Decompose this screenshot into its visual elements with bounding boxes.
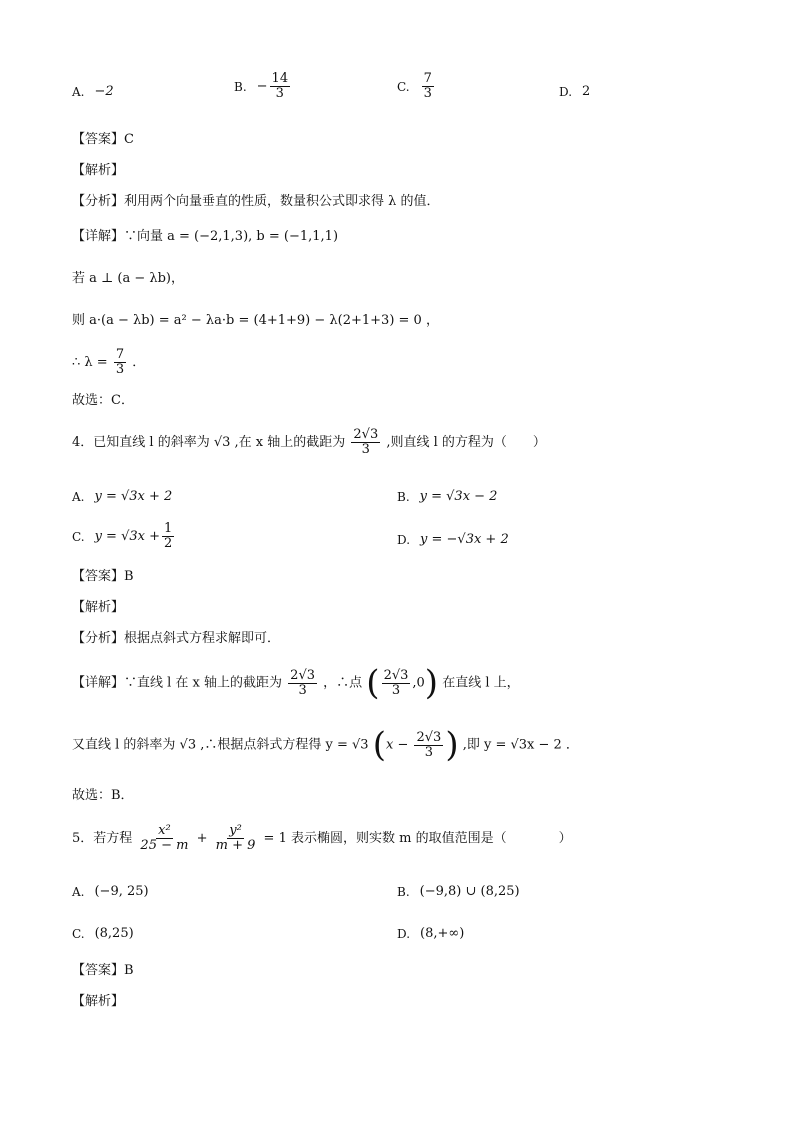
plus-sign: +: [196, 831, 208, 846]
q4-option-c: [72, 522, 176, 551]
fraction-numerator: 7: [423, 71, 432, 86]
option-letter: D.: [559, 84, 573, 99]
option-expression: (8,25): [94, 926, 134, 941]
q3-option-a: [72, 84, 114, 99]
option-expression: y = √3x + 2: [94, 489, 173, 504]
q4-option-b: [397, 489, 497, 504]
right-paren: ): [445, 725, 459, 765]
fraction-numerator: x²: [158, 823, 171, 838]
fraction-denominator: 25 − m: [140, 838, 189, 853]
option-letter: D.: [397, 926, 411, 941]
stem-prefix: 4．已知直线 l 的斜率为 √3 ,在 x 轴上的截距为: [72, 435, 346, 450]
q3-detail-4: [72, 348, 145, 377]
point-fraction: [382, 669, 411, 698]
q3-option-d: [559, 84, 590, 99]
right-paren: ): [424, 663, 439, 703]
q4-choose: 故选：B．: [72, 788, 134, 803]
detail-middle: ，∴点: [323, 675, 363, 691]
q3-option-c: [397, 72, 436, 101]
q4-stem: [72, 428, 546, 457]
stem-prefix: 5．若方程: [72, 831, 133, 846]
fraction-denominator: 3: [361, 442, 370, 457]
fraction-denominator: 3: [298, 682, 307, 698]
fraction-numerator: 7: [115, 347, 125, 362]
option-expression: (8,+∞): [420, 926, 465, 941]
detail-suffix: ．: [132, 355, 146, 370]
option-letter: B.: [397, 884, 410, 899]
stem-suffix: = 1 表示椭圆，则实数 m 的取值范围是（ ）: [263, 831, 572, 846]
q3-choose: 故选：C．: [72, 393, 134, 408]
option-expression: (−9,8) ∪ (8,25): [419, 884, 520, 899]
q4-answer: 【答案】B: [72, 569, 134, 584]
left-paren: (: [372, 725, 386, 765]
option-expression: y = −√3x + 2: [420, 532, 509, 547]
detail-prefix: 【详解】∵直线 l 在 x 轴上的截距为: [72, 675, 283, 691]
fraction-numerator: 2√3: [416, 729, 442, 745]
stem-suffix: ,则直线 l 的方程为（ ）: [386, 435, 546, 450]
option-letter: B.: [397, 489, 410, 504]
fraction-denominator: 3: [115, 362, 125, 377]
fraction-denominator: 3: [423, 86, 432, 101]
lambda-fraction: [114, 348, 126, 377]
q5-option-c: [72, 926, 134, 941]
q3-analysis-fenxi: 【分析】利用两个向量垂直的性质，数量积公式即求得 λ 的值．: [72, 194, 440, 209]
stem-fraction: [351, 428, 380, 457]
fraction-numerator: y²: [229, 823, 242, 838]
y-term-fraction: [214, 824, 258, 853]
q3-answer: 【答案】C: [72, 132, 134, 147]
option-letter: C.: [397, 79, 410, 94]
fraction-numerator: 2√3: [383, 667, 409, 683]
option-fraction: [422, 72, 434, 101]
detail-end: 在直线 l 上，: [442, 675, 520, 691]
option-fraction: [162, 522, 174, 551]
option-letter: C.: [72, 926, 85, 941]
q4-detail-2: [72, 725, 579, 765]
option-letter: A.: [72, 84, 85, 99]
q3-detail-1: 【详解】∵向量 a = (−2,1,3), b = (−1,1,1): [72, 229, 339, 244]
option-letter: A.: [72, 884, 85, 899]
option-value: 2: [582, 84, 591, 99]
fraction-denominator: 3: [391, 682, 401, 698]
intercept-fraction: [288, 669, 317, 698]
fraction-numerator: 2√3: [353, 427, 379, 442]
q5-stem: [72, 822, 572, 856]
option-letter: C.: [72, 529, 85, 544]
q5-answer: 【答案】B: [72, 963, 134, 978]
point-tail: ,0: [412, 675, 425, 691]
option-expression: y = √3x +: [94, 529, 160, 544]
detail-inner: x −: [385, 737, 409, 753]
option-letter: B.: [234, 79, 247, 94]
detail-suffix: ,即 y = √3x − 2 ．: [462, 737, 579, 753]
detail-prefix: ∴ λ =: [72, 355, 112, 370]
fraction-denominator: 2: [164, 536, 173, 551]
option-expression: (−9, 25): [94, 884, 149, 899]
q4-option-a: [72, 489, 172, 504]
fraction-numerator: 1: [164, 521, 173, 536]
fraction-denominator: 3: [424, 744, 434, 760]
q5-option-b: [397, 884, 520, 899]
fraction-denominator: 3: [275, 86, 284, 101]
left-paren: (: [366, 663, 380, 703]
q4-option-d: [397, 532, 509, 547]
fraction-numerator: 2√3: [290, 667, 315, 683]
detail-prefix: 又直线 l 的斜率为 √3 ,∴根据点斜式方程得 y = √3: [72, 737, 369, 753]
x-term-fraction: [138, 824, 190, 853]
q4-analysis-heading: 【解析】: [72, 600, 125, 615]
q4-analysis-fenxi: 【分析】根据点斜式方程求解即可．: [72, 631, 281, 646]
q3-detail-3: 则 a·(a − λb) = a² − λa·b = (4+1+9) − λ(2+1+3) = 0 ，: [72, 313, 439, 328]
q4-detail-1: [72, 663, 520, 703]
option-value: −2: [94, 84, 114, 99]
option-expression: y = √3x − 2: [419, 489, 498, 504]
option-sign: −: [256, 79, 268, 94]
option-letter: D.: [397, 532, 411, 547]
q5-analysis-heading: 【解析】: [72, 994, 125, 1009]
q3-option-b: [234, 72, 292, 101]
option-letter: A.: [72, 489, 85, 504]
q3-analysis-heading: 【解析】: [72, 163, 125, 178]
q5-option-a: [72, 884, 149, 899]
fraction-denominator: m + 9: [215, 838, 256, 853]
q5-option-d: [397, 926, 464, 941]
q3-detail-2: 若 a ⊥ (a − λb)，: [72, 271, 184, 286]
detail-fraction: [414, 731, 443, 760]
option-fraction: [270, 72, 291, 101]
fraction-numerator: 14: [271, 71, 289, 86]
